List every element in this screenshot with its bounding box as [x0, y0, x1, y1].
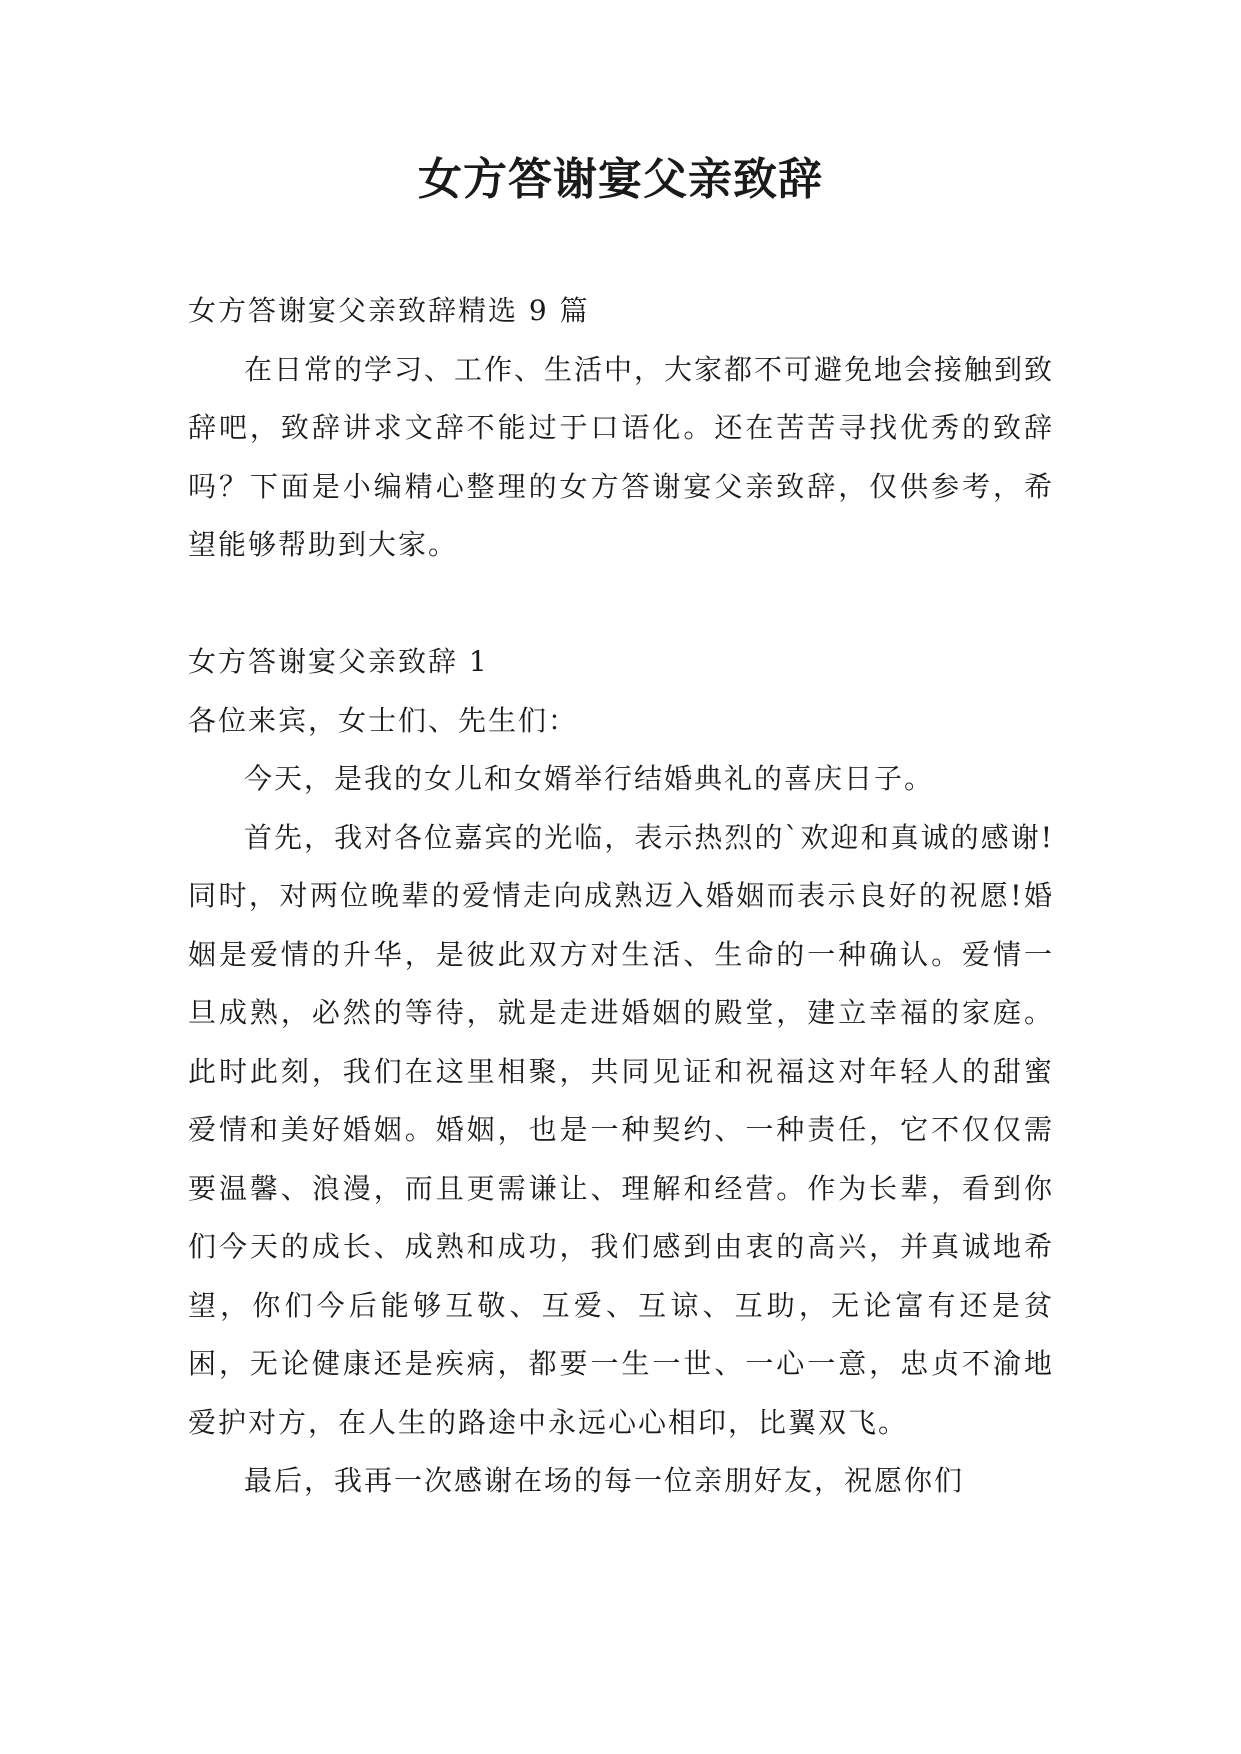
- document-body: [188, 282, 1054, 1511]
- subtitle: 女方答谢宴父亲致辞精选 9 篇: [188, 294, 590, 327]
- paragraph-gap: [188, 575, 1054, 634]
- salutation: 各位来宾，女士们、先生们：: [188, 703, 579, 737]
- body-paragraph: 今天，是我的女儿和女婿举行结婚典礼的喜庆日子。: [244, 762, 935, 795]
- body-paragraph: 首先，我对各位嘉宾的光临，表示热烈的`欢迎和真诚的感谢!同时，对两位晚辈的爱情走向成熟迈入婚姻而表示良好的祝愿!婚姻是爱情的升华，是彼此双方对生活、生命的一种确认。爱情一旦成熟，必然的等待，就是走进婚姻的殿堂，建立幸福的家庭。此时此刻，我们在这里相聚，共同见证和祝福这对年轻人的甜蜜爱情和美好婚姻。婚姻，也是一种契约、一种责任，它不仅仅需要温馨、浪漫，而且更需谦让、理解和经营。作为长辈，看到你们今天的成长、成熟和成功，我们感到由衷的高兴，并真诚地希望，你们今后能够互敬、互爱、互谅、互助，无论富有还是贫困，无论健康还是疾病，都要一生一世、一心一意，忠贞不渝地爱护对方，在人生的路途中永远心心相印，比翼双飞。: [188, 820, 1054, 1439]
- section-heading: 女方答谢宴父亲致辞 1: [188, 645, 489, 678]
- document-title: 女方答谢宴父亲致辞: [418, 154, 823, 205]
- intro-paragraph: 在日常的学习、工作、生活中，大家都不可避免地会接触到致辞吧，致辞讲求文辞不能过于口语化。还在苦苦寻找优秀的致辞吗？下面是小编精心整理的女方答谢宴父亲致辞，仅供参考，希望能够帮助到大家。: [188, 352, 1055, 561]
- body-paragraph: 最后，我再一次感谢在场的每一位亲朋好友，祝愿你们: [244, 1464, 965, 1497]
